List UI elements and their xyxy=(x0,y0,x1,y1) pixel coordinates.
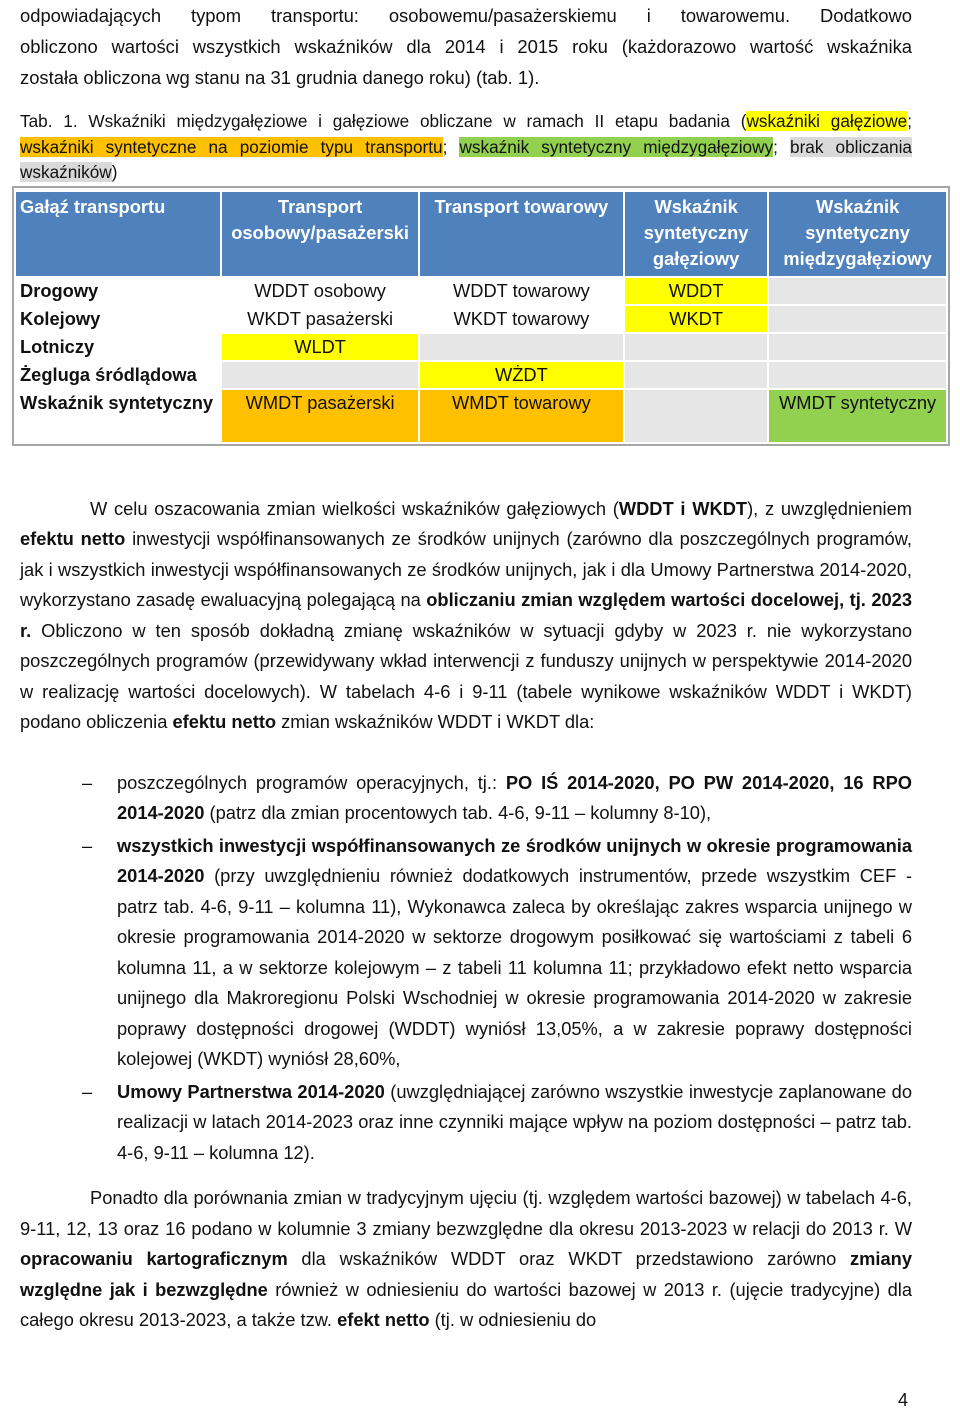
intro-paragraph xyxy=(20,0,912,93)
row-label: Kolejowy xyxy=(16,306,220,332)
intro-line-1: odpowiadających typom transportu: osobowemu/pasażerskiemu i towarowemu. Dodatkowo xyxy=(20,5,912,26)
list-item xyxy=(20,831,912,1075)
text-run: poszczególnych programów operacyjnych, tj.: xyxy=(117,771,506,793)
text-run: zmian wskaźników WDDT i WKDT dla: xyxy=(276,711,595,732)
table-cell-empty xyxy=(625,390,767,442)
text-run: (przy uwzględnieniu również dodatkowych instrumentów, przede wszystkim CEF - patrz tab. 4-6, 9-11 – kolumna 11), Wykonawca zaleca by określając zakres wsparcia unijnego w okresie programowania 2014-2020 w sektorze drogowym posiłkować się wartościami z tabeli 6 kolumna 11, a w sektorze kolejowym – z tabeli 11 kolumna 11; przykładowo efekt netto wsparcia unijnego dla Makroregionu Polski Wschodniej w okresie programowania 2014-2020 w zakresie poprawy dostępności drogowej (WDDT) wyniósł 13,05%, a w zakresie poprawy dostępności kolejowej (WKDT) wyniósł 28,60%, xyxy=(117,865,912,1069)
table-row xyxy=(16,390,946,442)
table-cell-empty xyxy=(625,334,767,360)
table-cell-empty xyxy=(222,362,417,388)
caption-prefix: Tab. 1. Wskaźniki międzygałęziowe i gałęziowe obliczane w ramach II etapu badania ( xyxy=(20,111,747,131)
bold-run: WDDT xyxy=(618,497,674,519)
table-cell: WŻDT xyxy=(420,362,623,388)
bold-run: zmiany względne jak i bezwzględne xyxy=(20,1248,912,1300)
header-freight: Transport towarowy xyxy=(420,192,623,276)
table-cell: WLDT xyxy=(222,334,417,360)
text-run: Ponadto dla porównania zmian w tradycyjnym ujęciu (tj. względem wartości bazowej) w tabelach 4-6, 9-11, 12, 13 oraz 16 podano w kolumnie 3 zmiany bezwzględne dla okresu 2013-2023 w relacji do 2013 r. W xyxy=(20,1187,912,1239)
body-paragraph-1 xyxy=(20,494,912,738)
header-passenger: Transport osobowy/pasażerski xyxy=(222,192,417,276)
indicators-table-frame xyxy=(12,186,950,446)
caption-legend-type: wskaźniki syntetyczne na poziomie typu transportu xyxy=(20,136,443,157)
table-cell: WDDT osobowy xyxy=(222,278,417,304)
bold-run: WKDT xyxy=(692,497,748,519)
caption-separator: ; xyxy=(773,136,791,157)
list-item xyxy=(20,768,912,829)
caption-legend-branch: wskaźniki gałęziowe xyxy=(746,111,908,131)
bold-run: i xyxy=(680,497,686,519)
table-cell-empty xyxy=(769,306,946,332)
bold-run: PO IŚ 2014-2020, PO PW 2014-2020, 16 RPO 2014-2020 xyxy=(117,771,912,823)
table-cell: WDDT xyxy=(625,278,767,304)
dash-bullet: – xyxy=(82,834,93,856)
table-row xyxy=(16,278,946,304)
bold-run: efektu netto xyxy=(20,528,126,549)
bold-run: wszystkich inwestycji współfinansowanych ze środków unijnych w okresie programowania 2014-2020 xyxy=(117,834,912,886)
caption-legend-inter: wskaźnik syntetyczny międzygałęziowy xyxy=(459,136,774,157)
table-row xyxy=(16,306,946,332)
text-run: W celu oszacowania zmian wielkości wskaźników gałęziowych ( xyxy=(90,497,619,519)
intro-line-2: obliczono wartości wszystkich wskaźników dla 2014 i 2015 roku (każdorazowo wartość wskaźnika xyxy=(20,36,912,57)
row-label: Wskaźnik syntetyczny xyxy=(16,390,220,442)
body-paragraph-2 xyxy=(20,1183,912,1336)
table-cell-empty xyxy=(769,278,946,304)
text-run: również w odniesieniu do wartości bazowej w 2013 r. (ujęcie tradycyjne) dla całego okresu 2013-2023, a także tzw. xyxy=(20,1278,912,1330)
text-run: ), z uwzględnieniem xyxy=(747,497,912,519)
list-item xyxy=(20,1077,912,1169)
caption-separator: ; xyxy=(442,136,460,157)
table-cell: WKDT pasażerski xyxy=(222,306,417,332)
text-run: (patrz dla zmian procentowych tab. 4-6, 9-11 – kolumny 8-10), xyxy=(204,802,712,823)
dash-bullet: – xyxy=(82,1080,93,1102)
bold-run: efektu netto xyxy=(172,711,277,732)
table-row xyxy=(16,362,946,388)
header-branch: Gałąź transportu xyxy=(16,192,220,276)
bold-run: efekt netto xyxy=(337,1309,430,1330)
text-run: Obliczono w ten sposób dokładną zmianę wskaźników w sytuacji gdyby w 2023 r. nie wykorzystano poszczególnych programów (przewidywany wkład interwencji z funduszy unijnych w perspektywie 2014-2020 w realizację wartości docelowych). W tabelach 4-6 i 9-11 (tabele wynikowe wskaźników WDDT i WKDT) podano obliczenia xyxy=(20,619,912,732)
caption-legend-none: brak obliczania wskaźników xyxy=(20,136,912,182)
text-run: (uwzględniającej zarówno wszystkie inwestycje zaplanowane do realizacji w latach 2014-2023 oraz inne czynniki mające wpływ na poziom dostępności – patrz tab. 4-6, 9-11 – kolumna 12). xyxy=(117,1080,912,1163)
table-cell-empty xyxy=(625,362,767,388)
table-cell-empty xyxy=(420,334,623,360)
row-label: Żegluga śródlądowa xyxy=(16,362,220,388)
header-inter-index: Wskaźnik syntetyczny międzygałęziowy xyxy=(769,192,946,276)
bold-run: obliczaniu zmian względem wartości docelowej, tj. 2023 r. xyxy=(20,589,912,641)
row-label: Lotniczy xyxy=(16,334,220,360)
intro-line-3: została obliczona wg stanu na 31 grudnia danego roku) (tab. 1). xyxy=(20,67,540,88)
table-cell: WKDT towarowy xyxy=(420,306,623,332)
text-run: inwestycji współfinansowanych ze środków unijnych (zarówno dla poszczególnych programów, jak i wszystkich inwestycji współfinansowanych ze środków unijnych, jak i dla Umowy Partnerstwa 2014-2020, wykorzystano zasadę ewaluacyjną polegającą na xyxy=(20,528,912,610)
bold-run: Umowy Partnerstwa 2014-2020 xyxy=(117,1080,385,1102)
scope-list xyxy=(20,768,912,1169)
table-header-row xyxy=(16,192,946,276)
table-cell: WMDT towarowy xyxy=(420,390,623,442)
indicators-table xyxy=(14,190,948,444)
text-run: (tj. w odniesieniu do xyxy=(429,1309,597,1330)
table-cell: WDDT towarowy xyxy=(420,278,623,304)
table-row xyxy=(16,334,946,360)
document-page xyxy=(20,0,937,1336)
caption-separator: ; xyxy=(907,111,912,131)
table-caption xyxy=(20,109,912,186)
table-cell: WMDT pasażerski xyxy=(222,390,417,442)
page-number: 4 xyxy=(898,1390,909,1410)
table-cell: WMDT syntetyczny xyxy=(769,390,946,442)
header-branch-index: Wskaźnik syntetyczny gałęziowy xyxy=(625,192,767,276)
dash-bullet: – xyxy=(82,771,93,793)
table-cell: WKDT xyxy=(625,306,767,332)
caption-suffix: ) xyxy=(111,162,118,182)
table-cell-empty xyxy=(769,334,946,360)
bold-run: opracowaniu kartograficznym xyxy=(20,1248,288,1269)
text-run: dla wskaźników WDDT oraz WKDT przedstawiono zarówno xyxy=(287,1248,851,1269)
table-cell-empty xyxy=(769,362,946,388)
row-label: Drogowy xyxy=(16,278,220,304)
